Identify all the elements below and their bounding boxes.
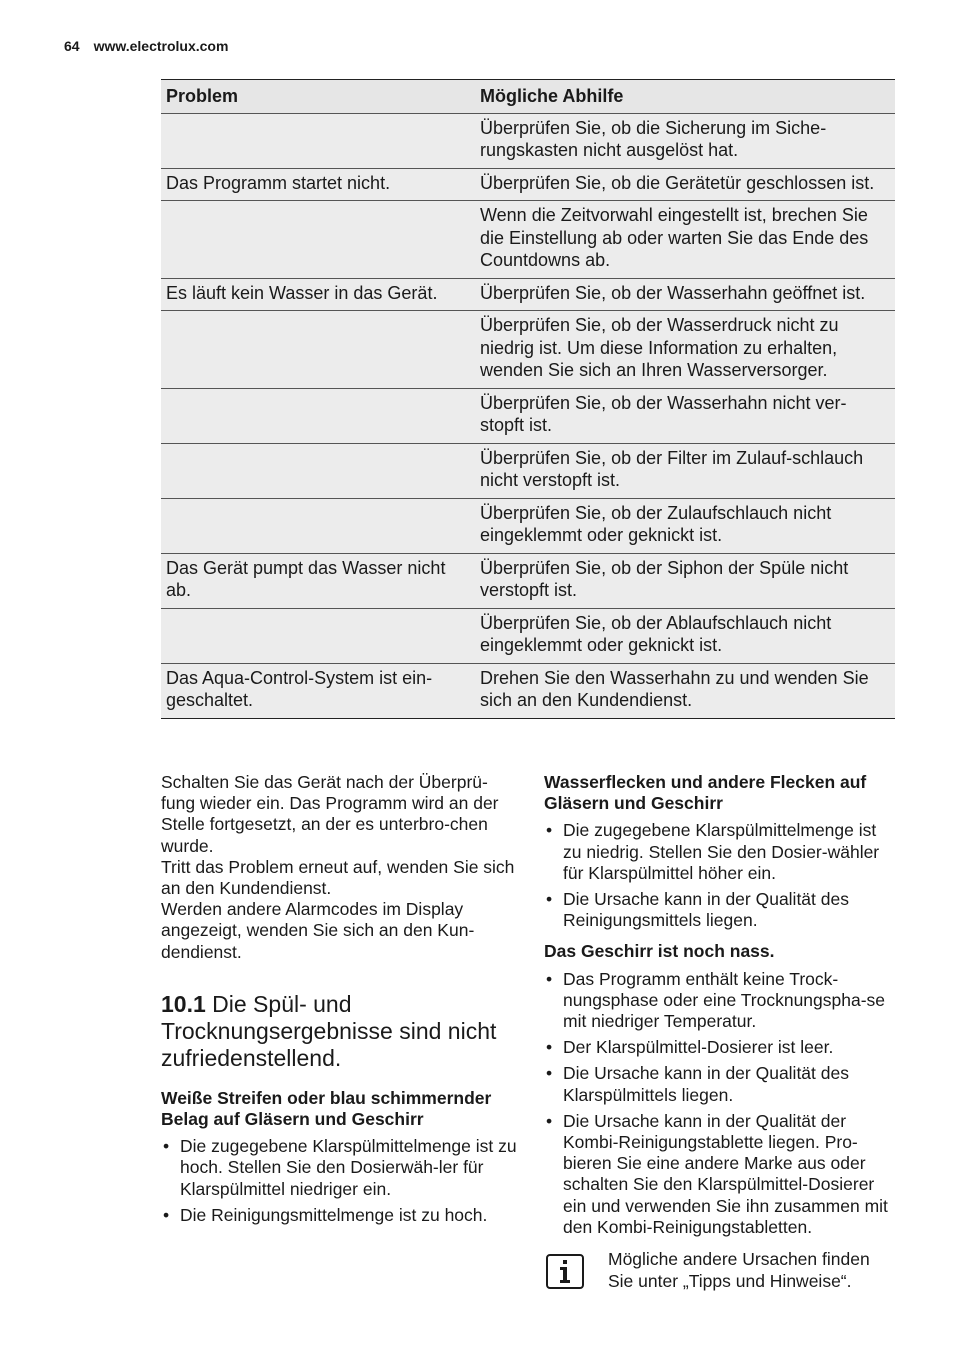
table-row xyxy=(161,168,895,201)
info-note xyxy=(544,1249,896,1292)
intro-paragraph: Tritt das Problem erneut auf, wenden Sie sich an den Kundendienst. xyxy=(161,856,515,899)
website-url[interactable]: www.electrolux.com xyxy=(93,38,229,54)
table-row xyxy=(161,311,895,389)
right-column xyxy=(544,772,896,1243)
remedy-cell: Wenn die Zeitvorwahl eingestellt ist, brechen Sie die Einstellung ab oder warten Sie das Ende des Countdowns ab. xyxy=(475,201,895,279)
list-item: • Die zugegebene Klarspülmittelmenge ist zu niedrig. Stellen Sie den Dosier-wähler für Klarspülmittel höher ein. xyxy=(544,820,896,884)
section-number: 10.1 xyxy=(161,990,206,1017)
remedy-cell: Überprüfen Sie, ob die Sicherung im Siche-rungskasten nicht ausgelöst hat. xyxy=(475,113,895,168)
remedy-cell: Überprüfen Sie, ob der Wasserdruck nicht zu niedrig ist. Um diese Information zu erhalten, wenden Sie sich an Ihren Wasserversorger. xyxy=(475,311,895,389)
remedy-cell: Überprüfen Sie, ob der Ablaufschlauch nicht eingeklemmt oder geknickt ist. xyxy=(475,608,895,663)
problem-cell: Das Gerät pumpt das Wasser nicht ab. xyxy=(161,553,475,608)
troubleshooting-table xyxy=(161,79,895,719)
remedy-cell: Überprüfen Sie, ob der Zulaufschlauch nicht eingeklemmt oder geknickt ist. xyxy=(475,498,895,553)
page-number: 64 xyxy=(64,38,80,54)
problem-cell xyxy=(161,443,475,498)
problem-cell: Das Programm startet nicht. xyxy=(161,168,475,201)
remedy-cell: Drehen Sie den Wasserhahn zu und wenden Sie sich an den Kundendienst. xyxy=(475,663,895,718)
remedy-cell: Überprüfen Sie, ob der Siphon der Spüle nicht verstopft ist. xyxy=(475,553,895,608)
column-header-remedy: Mögliche Abhilfe xyxy=(475,80,895,114)
list-item: • Die zugegebene Klarspülmittelmenge ist zu hoch. Stellen Sie den Dosierwäh-ler für Klarspülmittel niedriger ein. xyxy=(161,1136,521,1200)
table-header-row xyxy=(161,80,895,114)
intro-paragraph: Schalten Sie das Gerät nach der Überprü-fung wieder ein. Das Programm wird an der Stelle fortgesetzt, an der es unterbro-chen wurde. xyxy=(161,772,499,856)
table-row xyxy=(161,443,895,498)
info-icon xyxy=(546,1254,584,1289)
table-row xyxy=(161,278,895,311)
table-row xyxy=(161,388,895,443)
problem-cell xyxy=(161,608,475,663)
info-text: Mögliche andere Ursachen finden Sie unter „Tipps und Hinweise“. xyxy=(608,1249,870,1291)
bullet-list xyxy=(544,820,896,931)
remedy-cell: Überprüfen Sie, ob der Wasserhahn nicht ver-stopft ist. xyxy=(475,388,895,443)
problem-cell: Es läuft kein Wasser in das Gerät. xyxy=(161,278,475,311)
bullet-list xyxy=(544,969,896,1238)
table-row xyxy=(161,201,895,279)
problem-cell xyxy=(161,113,475,168)
intro-paragraph: Werden andere Alarmcodes im Display angezeigt, wenden Sie sich an den Kun-dendienst. xyxy=(161,899,475,962)
sub-heading: Das Geschirr ist noch nass. xyxy=(544,941,775,962)
remedy-cell: Überprüfen Sie, ob die Gerätetür geschlossen ist. xyxy=(475,168,895,201)
column-header-problem: Problem xyxy=(161,80,475,114)
problem-cell xyxy=(161,388,475,443)
table-row xyxy=(161,553,895,608)
problem-cell: Das Aqua-Control-System ist ein-geschaltet. xyxy=(161,663,475,718)
bullet-list xyxy=(161,1136,521,1226)
list-item: • Die Ursache kann in der Qualität der Kombi-Reinigungstablette liegen. Pro-bieren Sie eine andere Marke aus oder schalten Sie den Klarspülmittel-Dosierer ein und verwenden Sie ihn zusammen mit den Kombi-Reinigungstabletten. xyxy=(544,1111,896,1238)
table-row xyxy=(161,113,895,168)
page-header xyxy=(64,38,228,54)
problem-cell xyxy=(161,311,475,389)
list-item: • Die Ursache kann in der Qualität des Klarspülmittels liegen. xyxy=(544,1063,896,1105)
sub-heading: Wasserflecken und andere Flecken auf Gläsern und Geschirr xyxy=(544,772,867,814)
table-row xyxy=(161,498,895,553)
list-item: • Das Programm enthält keine Trock-nungsphase oder eine Trocknungspha-se mit niedriger Temperatur. xyxy=(544,969,896,1033)
list-item: • Die Reinigungsmittelmenge ist zu hoch. xyxy=(161,1205,521,1226)
section-heading xyxy=(161,991,521,1072)
left-column xyxy=(161,772,521,1231)
problem-cell xyxy=(161,201,475,279)
list-item: • Der Klarspülmittel-Dosierer ist leer. xyxy=(544,1037,896,1058)
remedy-cell: Überprüfen Sie, ob der Wasserhahn geöffnet ist. xyxy=(475,278,895,311)
problem-cell xyxy=(161,498,475,553)
remedy-cell: Überprüfen Sie, ob der Filter im Zulauf-schlauch nicht verstopft ist. xyxy=(475,443,895,498)
sub-heading: Weiße Streifen oder blau schimmernder Belag auf Gläsern und Geschirr xyxy=(161,1087,492,1130)
section-title: Die Spül- und Trocknungsergebnisse sind nicht zufriedenstellend. xyxy=(161,990,497,1071)
table-row xyxy=(161,608,895,663)
list-item: • Die Ursache kann in der Qualität des Reinigungsmittels liegen. xyxy=(544,889,896,931)
table-row xyxy=(161,663,895,718)
